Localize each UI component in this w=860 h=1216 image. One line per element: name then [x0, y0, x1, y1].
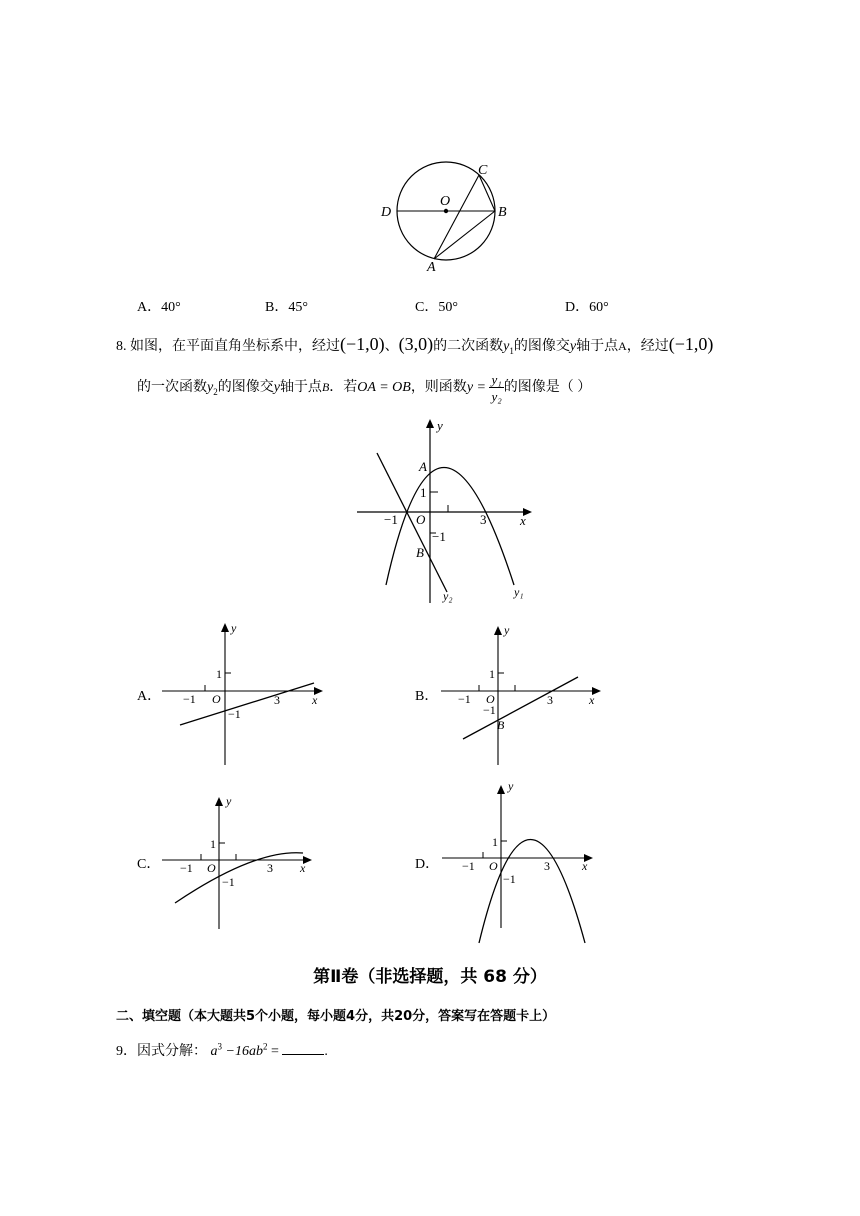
- tick-label-3: 3: [547, 693, 553, 707]
- y-arrow: [497, 785, 505, 794]
- parabola-y1: [386, 468, 514, 586]
- label-x: x: [582, 859, 588, 873]
- q9-line: [116, 1040, 328, 1060]
- tick-label-neg1: −1: [462, 859, 475, 873]
- tick-label-mone: −1: [222, 875, 235, 889]
- y-arrow: [215, 797, 223, 806]
- y-arrow: [221, 623, 229, 632]
- q7-circle-figure: [370, 155, 530, 280]
- fraction-numerator: y₁: [491, 372, 502, 387]
- text: 轴于点: [279, 380, 322, 396]
- label-x: x: [300, 861, 306, 875]
- label-x: x: [589, 693, 595, 707]
- label-y: y: [231, 621, 237, 635]
- math-var: y: [503, 339, 510, 354]
- label-origin: O: [489, 859, 498, 873]
- point-label: B: [321, 380, 330, 395]
- label-o: O: [440, 194, 451, 209]
- math-var: a: [210, 1044, 218, 1059]
- tick-label-neg1: −1: [384, 512, 398, 527]
- q8-option-a-letter[interactable]: A．: [137, 689, 162, 704]
- subscript: 1: [509, 345, 514, 356]
- chord-ac: [434, 175, 479, 259]
- answer-blank[interactable]: [282, 1042, 324, 1055]
- section-title: 第Ⅱ卷（非选择题，共 68 分）: [313, 967, 547, 987]
- text: 的图像是（ ）: [503, 380, 592, 396]
- label-y: y: [226, 794, 232, 808]
- q8-main-graph: [350, 415, 540, 610]
- q8-line-1: [116, 334, 713, 356]
- text: 的一次函数: [137, 380, 207, 396]
- text: 的二次函数: [433, 339, 504, 354]
- q8-option-b-graph[interactable]: [435, 620, 615, 770]
- text: 的图像交: [217, 380, 274, 396]
- math-var: y: [207, 380, 214, 396]
- math-var: y =: [466, 380, 486, 396]
- text: ，则函数: [410, 380, 467, 396]
- q8-option-b-letter[interactable]: B．: [415, 689, 439, 704]
- period: .: [324, 1044, 328, 1059]
- tick-label-mone: −1: [503, 872, 516, 886]
- tick-label-1: 1: [492, 835, 498, 849]
- tick-label-3: 3: [480, 512, 487, 527]
- label-origin: O: [207, 861, 216, 875]
- tick-label-mone: −1: [483, 703, 496, 717]
- center-dot: [444, 209, 448, 213]
- text: 如图，在平面直角坐标系中，经过: [130, 339, 340, 354]
- label-origin: O: [212, 692, 221, 706]
- q8-option-c-graph[interactable]: [155, 790, 325, 935]
- label-b-point: B: [497, 718, 505, 732]
- label-origin: O: [416, 512, 426, 527]
- q7-option-b[interactable]: [265, 296, 308, 316]
- superscript: 2: [262, 1041, 268, 1052]
- section-subtitle: 二、填空题（本大题共5个小题，每小题4分，共20分，答案写在答题卡上）: [116, 1009, 556, 1024]
- tick-label-neg1: −1: [183, 692, 196, 706]
- tick-label-1: 1: [420, 485, 427, 500]
- option-value: 50°: [438, 300, 458, 315]
- q9-prompt: 9．因式分解：: [116, 1044, 207, 1059]
- option-value: 60°: [589, 300, 609, 315]
- option-value: 45°: [288, 300, 308, 315]
- label-origin: O: [486, 692, 495, 706]
- option-letter: B．: [265, 300, 289, 315]
- tick-label-m1: −1: [432, 529, 446, 544]
- subscript: 2: [213, 387, 218, 398]
- y-arrow: [494, 626, 502, 635]
- fraction-denominator: y₂: [491, 389, 502, 404]
- q8-option-c-letter[interactable]: C．: [137, 857, 161, 872]
- tick-label-1: 1: [489, 667, 495, 681]
- label-y: y: [504, 623, 510, 637]
- math-expr: −16ab: [222, 1044, 263, 1059]
- text: 的图像交: [513, 339, 570, 354]
- math-equation: OA = OB: [357, 380, 411, 396]
- tick-label-neg1: −1: [180, 861, 193, 875]
- question-number: 8.: [116, 339, 127, 354]
- text: ，经过: [626, 339, 669, 354]
- label-y: y: [508, 779, 514, 793]
- label-y2: y₂: [443, 589, 453, 603]
- graph-line: [180, 683, 314, 725]
- q8-line-2: [137, 373, 591, 403]
- option-letter: C．: [415, 300, 439, 315]
- label-b: B: [498, 205, 507, 220]
- parabola: [479, 840, 585, 944]
- tick-label-mone: −1: [228, 707, 241, 721]
- q7-option-a[interactable]: [137, 296, 181, 316]
- tick-label-1: 1: [216, 667, 222, 681]
- text: ．若: [329, 380, 358, 396]
- chord-cb: [479, 175, 495, 211]
- option-letter: D．: [565, 300, 590, 315]
- chord-ab: [434, 211, 495, 259]
- tick-label-3: 3: [274, 693, 280, 707]
- graph-line: [463, 677, 578, 739]
- option-letter: A．: [137, 300, 162, 315]
- point-coord: (−1,0): [340, 334, 385, 354]
- label-y1: y₁: [514, 585, 524, 599]
- y-arrow: [426, 419, 434, 428]
- label-a: A: [427, 260, 436, 275]
- math-var: y: [273, 380, 280, 396]
- tick-label-1: 1: [210, 837, 216, 851]
- label-x: x: [312, 693, 318, 707]
- label-c: C: [478, 163, 488, 178]
- tick-label-neg1: −1: [458, 692, 471, 706]
- text: 轴于点: [576, 339, 619, 354]
- text: 、: [384, 339, 399, 354]
- label-x: x: [520, 513, 526, 528]
- point-coord: (−1,0): [668, 334, 714, 354]
- q7-option-c[interactable]: [415, 296, 458, 316]
- label-d: D: [381, 205, 392, 220]
- q8-option-a-graph[interactable]: [155, 620, 335, 770]
- label-a-point: A: [419, 459, 427, 474]
- point-coord: (3,0): [398, 334, 434, 354]
- superscript: 3: [217, 1041, 222, 1052]
- tick-label-3: 3: [544, 859, 550, 873]
- fraction: [489, 373, 503, 403]
- point-label: A: [618, 339, 627, 353]
- tick-label-3: 3: [267, 861, 273, 875]
- q8-option-d-letter[interactable]: D．: [415, 857, 440, 872]
- label-b-point: B: [416, 545, 424, 560]
- q7-option-d[interactable]: [565, 296, 609, 316]
- equals-sign: =: [267, 1044, 279, 1059]
- option-value: 40°: [161, 300, 181, 315]
- q8-option-d-graph[interactable]: [435, 775, 605, 947]
- math-var: y: [569, 339, 577, 354]
- label-y: y: [437, 418, 443, 433]
